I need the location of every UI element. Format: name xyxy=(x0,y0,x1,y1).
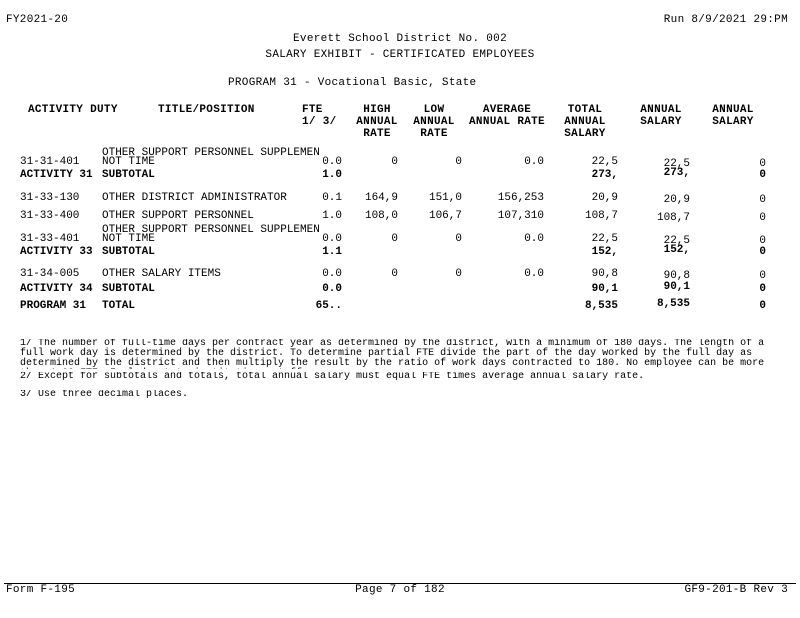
subtotal-fte: 1.1 xyxy=(322,246,342,258)
col-fte: FTE 1/ 3/ xyxy=(302,104,337,128)
row-title: OTHER SALARY ITEMS xyxy=(102,268,221,280)
subtotal-total: 90,1 xyxy=(591,283,618,295)
form-number: Form F-195 xyxy=(6,584,76,596)
row-total: 20,9 xyxy=(591,192,618,204)
row-annual2: 0 xyxy=(759,235,766,247)
fiscal-year: FY2021-20 xyxy=(6,14,69,26)
row-annual2: 0 xyxy=(759,194,766,206)
row-annual1: 20,9 xyxy=(663,194,690,206)
subtotal-code: ACTIVITY 33 xyxy=(20,246,93,258)
subtotal-annual2: 0 xyxy=(759,246,766,258)
row-annual1: 90,8 xyxy=(663,270,690,282)
program-name: PROGRAM 31 - Vocational Basic, State xyxy=(228,77,477,89)
subtotal-annual1: 90,1 xyxy=(663,281,690,293)
col-low: LOW ANNUAL RATE xyxy=(413,104,455,140)
subtotal-total: 152, xyxy=(591,246,618,258)
col-high: HIGH ANNUAL RATE xyxy=(356,104,398,140)
program-total-label: TOTAL xyxy=(102,300,136,312)
row-annual1: 22,5 xyxy=(663,235,690,247)
footnote-1: 1/ The number of full-time days per contract year as determined by the district, with a minimum of 180 days. The length of a full work day is determined by the district. To determine partial FTE divide the part of the day worked by the full day as determined by the district and then multiply the result by the ratio of work days contracted to 180. No employee can be more xyxy=(20,339,765,369)
row-annual2: 0 xyxy=(759,158,766,170)
form-code: GF9-201-B Rev 3 xyxy=(684,584,788,596)
row-fte: 0.0 xyxy=(322,268,342,280)
row-title: NOT TIME xyxy=(102,233,155,245)
row-code: 31-33-401 xyxy=(20,233,80,245)
col-total: TOTAL ANNUAL SALARY xyxy=(564,104,606,140)
row-total: 22,5 xyxy=(591,156,618,168)
program-total-code: PROGRAM 31 xyxy=(20,300,87,312)
row-low: 0 xyxy=(455,268,462,280)
subtotal-fte: 0.0 xyxy=(322,283,342,295)
col-annual2: ANNUAL SALARY xyxy=(712,104,754,128)
row-code: 31-34-005 xyxy=(20,268,80,280)
subtotal-code: ACTIVITY 31 xyxy=(20,169,93,181)
row-high: 164,9 xyxy=(364,192,398,204)
row-title: OTHER SUPPORT PERSONNEL xyxy=(102,210,254,222)
report-title: SALARY EXHIBIT - CERTIFICATED EMPLOYEES xyxy=(265,49,535,61)
col-activity: ACTIVITY DUTY xyxy=(28,104,118,116)
footnote-2: 2/ Except for subtotals and totals, total annual salary must equal FTE times average annual salary rate. xyxy=(20,372,645,382)
row-annual2: 0 xyxy=(759,212,766,224)
row-code: 31-33-400 xyxy=(20,210,80,222)
row-avg: 107,310 xyxy=(497,210,544,222)
subtotal-annual2: 0 xyxy=(759,283,766,295)
row-high: 108,0 xyxy=(364,210,398,222)
row-fte: 0.0 xyxy=(322,233,342,245)
program-total-annual2: 0 xyxy=(759,300,766,312)
row-high: 0 xyxy=(391,233,398,245)
subtotal-annual1: 152, xyxy=(663,244,690,256)
col-avg: AVERAGE ANNUAL RATE xyxy=(469,104,545,128)
row-annual1: 108,7 xyxy=(656,212,690,224)
subtotal-total: 273, xyxy=(591,169,618,181)
program-total-annual1: 8,535 xyxy=(656,298,690,310)
subtotal-label: SUBTOTAL xyxy=(102,246,155,258)
row-fte: 0.1 xyxy=(322,192,342,204)
page-number: Page 7 of 182 xyxy=(355,584,445,596)
subtotal-fte: 1.0 xyxy=(322,169,342,181)
col-annual1: ANNUAL SALARY xyxy=(640,104,682,128)
row-low: 0 xyxy=(455,233,462,245)
row-annual2: 0 xyxy=(759,270,766,282)
row-total: 22,5 xyxy=(591,233,618,245)
row-fte: 1.0 xyxy=(322,210,342,222)
row-low: 106,7 xyxy=(428,210,462,222)
row-low: 151,0 xyxy=(428,192,462,204)
row-total: 108,7 xyxy=(584,210,618,222)
row-annual1: 22,5 xyxy=(663,158,690,170)
subtotal-code: ACTIVITY 34 xyxy=(20,283,93,295)
row-avg: 156,253 xyxy=(497,192,544,204)
row-title-top: OTHER SUPPORT PERSONNEL SUPPLEMEN xyxy=(102,224,320,236)
row-code: 31-31-401 xyxy=(20,156,80,168)
subtotal-annual1: 273, xyxy=(663,167,690,179)
row-avg: 0.0 xyxy=(524,268,544,280)
row-total: 90,8 xyxy=(591,268,618,280)
row-title: NOT TIME xyxy=(102,156,155,168)
row-avg: 0.0 xyxy=(524,156,544,168)
row-code: 31-33-130 xyxy=(20,192,80,204)
footnote-3: 3/ Use three decimal places. xyxy=(20,390,189,400)
row-high: 0 xyxy=(391,268,398,280)
row-high: 0 xyxy=(391,156,398,168)
district-name: Everett School District No. 002 xyxy=(293,33,507,45)
row-title: OTHER DISTRICT ADMINISTRATOR xyxy=(102,192,287,204)
row-avg: 0.0 xyxy=(524,233,544,245)
program-total-salary: 8,535 xyxy=(584,300,618,312)
run-info: Run 8/9/2021 29:PM xyxy=(663,14,788,26)
col-title: TITLE/POSITION xyxy=(158,104,255,116)
row-fte: 0.0 xyxy=(322,156,342,168)
subtotal-label: SUBTOTAL xyxy=(102,283,155,295)
program-total-fte: 65.. xyxy=(315,300,342,312)
row-low: 0 xyxy=(455,156,462,168)
subtotal-label: SUBTOTAL xyxy=(102,169,155,181)
row-title-top: OTHER SUPPORT PERSONNEL SUPPLEMEN xyxy=(102,147,320,159)
subtotal-annual2: 0 xyxy=(759,169,766,181)
